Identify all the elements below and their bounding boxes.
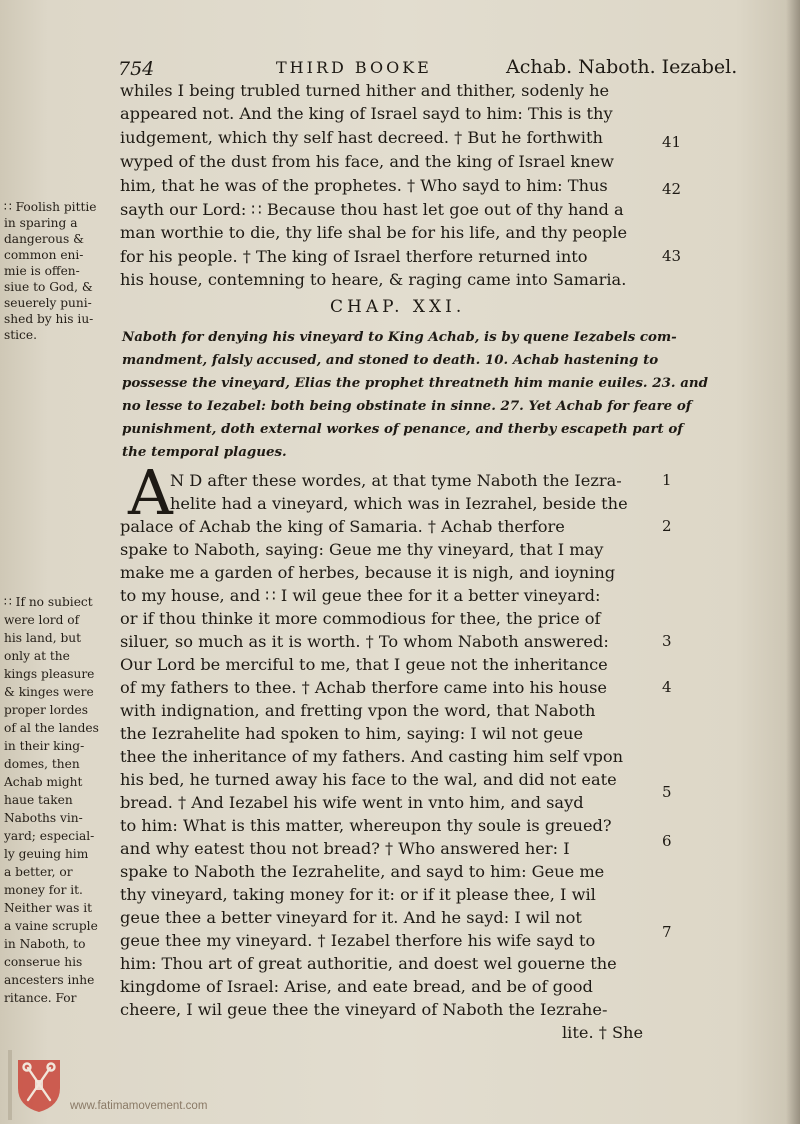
- margin-note-line: ancesters inhe: [4, 973, 95, 987]
- text-line: geue thee my vineyard. † Iezabel therfore his wife sayd to: [120, 931, 596, 950]
- text-line: kingdome of Israel: Arise, and eate bread, and be of good: [120, 977, 593, 996]
- margin-note-line: ritance. For: [4, 991, 77, 1005]
- margin-note-line: haue taken: [4, 793, 73, 807]
- text-line: spake to Naboth, saying: Geue me thy vineyard, that I may: [120, 540, 604, 559]
- margin-note-line: kings pleasure: [4, 667, 95, 681]
- text-line: Our Lord be merciful to me, that I geue not the inheritance: [120, 655, 608, 674]
- verse-number: 2: [662, 517, 672, 535]
- text-line: for his people. † The king of Israel therfore returned into: [120, 247, 588, 266]
- margin-note-line: only at the: [4, 649, 70, 663]
- text-line: geue thee a better vineyard for it. And he sayd: I wil not: [120, 908, 582, 927]
- text-line: or if thou thinke it more commodious for thee, the price of: [120, 609, 601, 628]
- margin-note-line: of al the landes: [4, 721, 99, 735]
- text-line: to him: What is this matter, whereupon thy soule is greued?: [120, 816, 612, 835]
- verse-number: 6: [662, 832, 672, 850]
- text-line: his bed, he turned away his face to the wal, and did not eate: [120, 770, 617, 789]
- margin-note-line: were lord of: [4, 613, 80, 627]
- verse-number: 7: [662, 923, 672, 941]
- margin-note-line: shed by his iu-: [4, 312, 94, 326]
- text-line: spake to Naboth the Iezrahelite, and sayd to him: Geue me: [120, 862, 605, 881]
- text-line: of my fathers to thee. † Achab therfore came into his house: [120, 678, 608, 697]
- verse-number: 43: [662, 247, 682, 265]
- text-line: bread. † And Iezabel his wife went in vnto him, and sayd: [120, 793, 584, 812]
- text-line: him: Thou art of great authoritie, and doest wel gouerne the: [120, 954, 617, 973]
- website-credit: www.fatimamovement.com: [70, 1100, 208, 1112]
- text-line: siluer, so much as it is worth. † To whom Naboth answered:: [120, 632, 609, 651]
- margin-note-line: common eni-: [4, 248, 84, 262]
- text-line: lite. † She: [562, 1023, 644, 1042]
- text-line: him, that he was of the prophetes. † Who sayd to him: Thus: [120, 176, 608, 195]
- text-line: with indignation, and fretting vpon the word, that Naboth: [120, 701, 596, 720]
- margin-note-line: his land, but: [4, 631, 81, 645]
- verse-number: 42: [662, 180, 682, 198]
- margin-note-line: ∷ Foolish pittie: [4, 200, 97, 214]
- running-head: Achab. Naboth. Iezabel.: [506, 56, 738, 78]
- text-line: whiles I being trubled turned hither and thither, sodenly he: [120, 81, 610, 100]
- margin-note-line: ∷ If no subiect: [4, 595, 93, 609]
- text-line: his house, contemning to heare, & raging came into Samaria.: [120, 270, 627, 289]
- text-line: thy vineyard, taking money for it: or if it please thee, I wil: [120, 885, 596, 904]
- chapter-summary-line: the temporal plagues.: [122, 444, 287, 460]
- text-line: palace of Achab the king of Samaria. † Achab therfore: [120, 517, 565, 536]
- text-line: N D after these wordes, at that tyme Naboth the Iezra-: [170, 471, 622, 490]
- text-line: sayth our Lord: ∷ Because thou hast let goe out of thy hand a: [120, 200, 624, 219]
- verse-number: 5: [662, 783, 672, 801]
- margin-note-line: Neither was it: [4, 901, 93, 915]
- margin-note-line: in their king-: [4, 739, 85, 753]
- papal-crossed-keys-shield-icon: [14, 1056, 64, 1114]
- margin-note-line: stice.: [4, 328, 37, 342]
- verse-number: 4: [662, 678, 672, 696]
- text-line: iudgement, which thy self hast decreed. † But he forthwith: [120, 128, 603, 147]
- text-line: make me a garden of herbes, because it is nigh, and ioyning: [120, 563, 616, 582]
- margin-note-line: in Naboth, to: [4, 937, 86, 951]
- margin-note-line: proper lordes: [4, 703, 89, 717]
- margin-note-line: Achab might: [4, 775, 83, 789]
- book-title: THIRD BOOKE: [276, 58, 432, 77]
- chapter-summary-line: punishment, doth external workes of penance, and therby escapeth part of: [122, 421, 684, 437]
- text-line: wyped of the dust from his face, and the king of Israel knew: [120, 152, 615, 171]
- text-line: helite had a vineyard, which was in Iezrahel, beside the: [170, 494, 628, 513]
- text-line: appeared not. And the king of Israel sayd to him: This is thy: [120, 104, 613, 123]
- page-spine-shadow: [786, 0, 800, 1124]
- text-line: cheere, I wil geue thee the vineyard of Naboth the Iezrahe-: [120, 1000, 608, 1019]
- text-line: and why eatest thou not bread? † Who answered her: I: [120, 839, 570, 858]
- margin-note-line: siue to God, &: [4, 280, 93, 294]
- margin-note-line: conserue his: [4, 955, 83, 969]
- margin-note-line: yard; especial-: [4, 829, 95, 843]
- text-line: man worthie to die, thy life shal be for his life, and thy people: [120, 223, 628, 242]
- margin-note-line: seuerely puni-: [4, 296, 92, 310]
- margin-note-line: domes, then: [4, 757, 80, 771]
- margin-note-line: dangerous &: [4, 232, 84, 246]
- margin-note-line: mie is offen-: [4, 264, 80, 278]
- margin-note-line: a better, or: [4, 865, 73, 879]
- chapter-summary-line: no lesse to Iezabel: both being obstinate in sinne. 27. Yet Achab for feare of: [122, 398, 692, 414]
- verse-number: 1: [662, 471, 672, 489]
- margin-note-line: ly geuing him: [4, 847, 89, 861]
- chapter-summary-line: Naboth for denying his vineyard to King Achab, is by quene Iezabels com-: [122, 329, 677, 345]
- margin-note-line: in sparing a: [4, 216, 78, 230]
- page-number: 754: [118, 58, 155, 80]
- margin-note-line: & kinges were: [4, 685, 94, 699]
- margin-note-line: a vaine scruple: [4, 919, 98, 933]
- verse-number: 41: [662, 133, 682, 151]
- margin-note-line: Naboths vin-: [4, 811, 83, 825]
- chapter-title: CHAP. XXI.: [330, 297, 466, 317]
- text-line: the Iezrahelite had spoken to him, saying: I wil not geue: [120, 724, 584, 743]
- margin-note-line: money for it.: [4, 883, 83, 897]
- chapter-summary-line: possesse the vineyard, Elias the prophet threatneth him manie euiles. 23. and: [122, 375, 708, 391]
- drop-cap: A: [128, 456, 173, 529]
- page-edge-mark: [8, 1050, 12, 1120]
- text-line: thee the inheritance of my fathers. And casting him self vpon: [120, 747, 624, 766]
- text-line: to my house, and ∷ I wil geue thee for it a better vineyard:: [120, 586, 601, 605]
- verse-number: 3: [662, 632, 672, 650]
- chapter-summary-line: mandment, falsly accused, and stoned to death. 10. Achab hastening to: [122, 352, 659, 368]
